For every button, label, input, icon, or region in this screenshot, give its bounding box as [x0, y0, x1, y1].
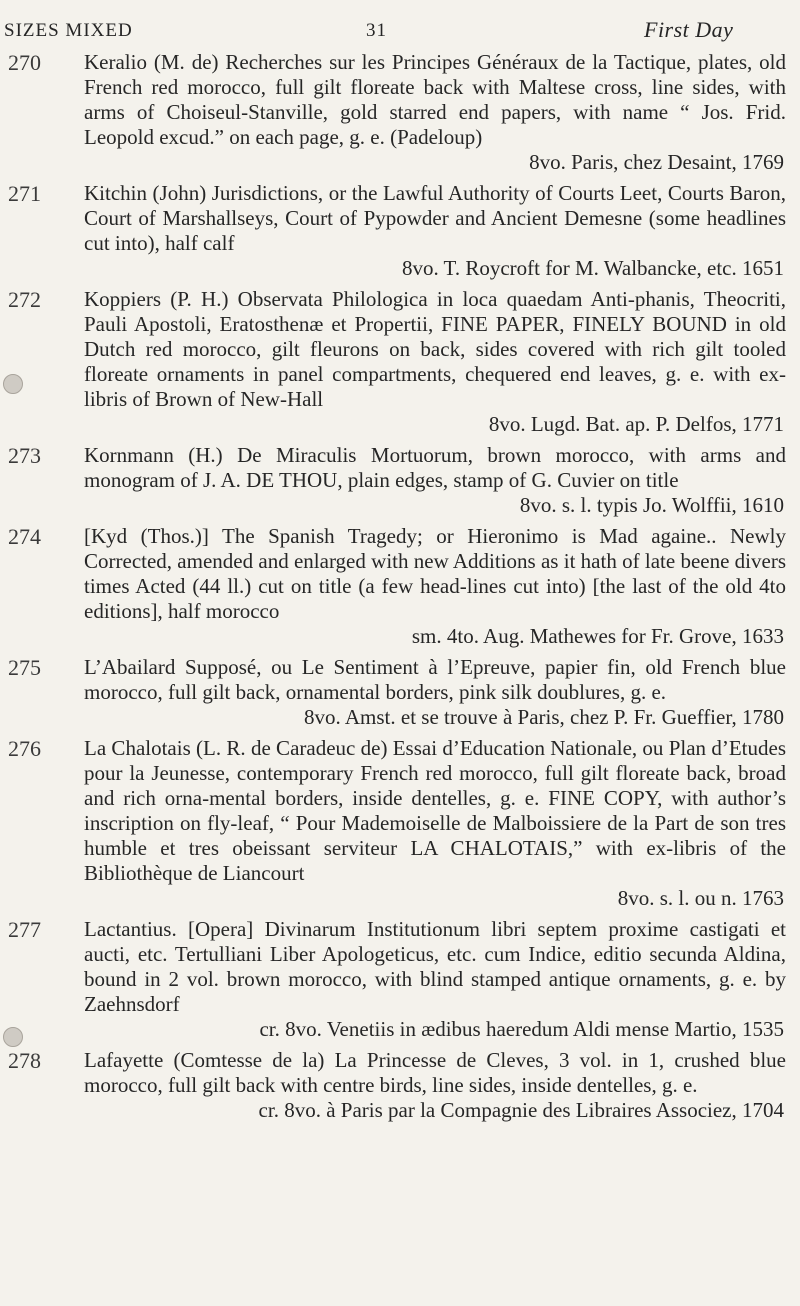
lot-description: Lafayette (Comtesse de la) La Princesse de Cleves, 3 vol. in 1, crushed blue morocco, full gilt back with centre birds, line sides, inside dentelles, g. e.: [84, 1048, 786, 1097]
lot-imprint: 8vo. s. l. ou n. 1763: [617, 886, 784, 910]
lot-description: Kornmann (H.) De Miraculis Mortuorum, brown morocco, with arms and monogram of J. A. DE THOU, plain edges, stamp of G. Cuvier on title: [84, 443, 786, 492]
lot-description: Keralio (M. de) Recherches sur les Principes Généraux de la Tactique, plates, old French red morocco, full gilt floreate back with Maltese cross, line sides, with arms of Choiseul-Stanville, gold starred end papers, with name “ Jos. Frid. Leopold excud.” on each page, g. e. (Padeloup): [84, 50, 786, 149]
header-right: First Day: [644, 17, 734, 42]
lot-description: Kitchin (John) Jurisdictions, or the Lawful Authority of Courts Leet, Courts Baron, Court of Marshallseys, Court of Pypowder and Ancient Demesne (some headlines cut into), half calf: [84, 181, 786, 255]
lot-number: 277: [8, 917, 41, 942]
lot-list: [0, 50, 800, 1129]
lot-entry: [0, 287, 800, 437]
lot-entry: [0, 181, 800, 281]
lot-imprint: sm. 4to. Aug. Mathewes for Fr. Grove, 1633: [411, 624, 784, 648]
lot-number: 273: [8, 443, 41, 468]
lot-entry: [0, 1048, 800, 1123]
header-left: SIZES MIXED: [4, 20, 133, 41]
lot-description: Lactantius. [Opera] Divinarum Institutionum libri septem proxime castigati et aucti, etc. Tertulliani Liber Apologeticus, etc. cum Indice, editio secunda Aldina, bound in 2 vol. brown morocco, with blind stamped antique ornaments, g. e. by Zaehnsdorf: [84, 917, 786, 1016]
lot-imprint: 8vo. T. Roycroft for M. Walbancke, etc. 1651: [401, 256, 784, 280]
lot-number: 275: [8, 655, 41, 680]
lot-entry: [0, 524, 800, 649]
lot-entry: [0, 443, 800, 518]
lot-imprint: cr. 8vo. Venetiis in ædibus haeredum Aldi mense Martio, 1535: [259, 1017, 784, 1041]
lot-imprint: 8vo. Paris, chez Desaint, 1769: [529, 150, 784, 174]
lot-imprint: cr. 8vo. à Paris par la Compagnie des Libraires Associez, 1704: [258, 1098, 784, 1122]
lot-number: 278: [8, 1048, 41, 1073]
lot-entry: [0, 736, 800, 911]
lot-entry: [0, 917, 800, 1042]
running-header: [0, 0, 800, 48]
lot-description: [Kyd (Thos.)] The Spanish Tragedy; or Hieronimo is Mad againe.. Newly Corrected, amended and enlarged with new Additions as it hath of late beene divers times Acted (44 ll.) cut on title (a few head-lines cut into) [the last of the old 4to editions], half morocco: [84, 524, 786, 623]
lot-entry: [0, 655, 800, 730]
lot-description: La Chalotais (L. R. de Caradeuc de) Essai d’Education Nationale, ou Plan d’Etudes pour la Jeunesse, contemporary French red morocco, full gilt floreate back, broad and rich orna-mental borders, inside dentelles, g. e. FINE COPY, with author’s inscription on fly-leaf, “ Pour Mademoiselle de Malboissiere de la Part de son tres humble et tres obeissant serviteur LA CHALOTAIS,” with ex-libris of the Bibliothèque de Liancourt: [84, 736, 786, 885]
lot-number: 276: [8, 736, 41, 761]
page-number: 31: [366, 20, 387, 41]
lot-number: 272: [8, 287, 41, 312]
lot-imprint: 8vo. s. l. typis Jo. Wolffii, 1610: [519, 493, 784, 517]
lot-imprint: 8vo. Amst. et se trouve à Paris, chez P. Fr. Gueffier, 1780: [304, 705, 784, 729]
lot-number: 274: [8, 524, 41, 549]
lot-imprint: 8vo. Lugd. Bat. ap. P. Delfos, 1771: [488, 412, 784, 436]
lot-number: 270: [8, 50, 41, 75]
lot-description: Koppiers (P. H.) Observata Philologica in loca quaedam Anti-phanis, Theocriti, Pauli Apostoli, Eratosthenæ et Propertii, FINE PAPER, FINELY BOUND in old Dutch red morocco, gilt fleurons on back, sides covered with rich gilt tooled floreate ornaments in panel compartments, chequered end leaves, g. e. with ex-libris of Brown of New-Hall: [84, 287, 786, 411]
lot-description: L’Abailard Supposé, ou Le Sentiment à l’Epreuve, papier fin, old French blue morocco, full gilt back, ornamental borders, pink silk doublures, g. e.: [84, 655, 786, 704]
lot-entry: [0, 50, 800, 175]
lot-number: 271: [8, 181, 41, 206]
